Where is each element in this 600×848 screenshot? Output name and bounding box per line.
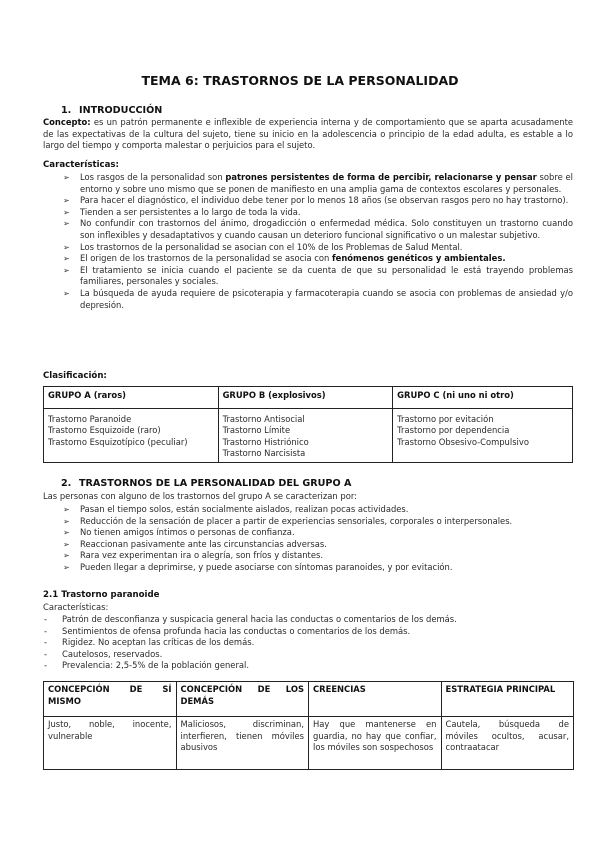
characteristic-item — [43, 253, 573, 265]
strategy-cell: Cautela, búsqueda de móviles ocultos, acusar, contraatacar — [441, 717, 574, 770]
paranoid-trait-text: Cautelosos, reservados. — [62, 648, 163, 659]
group-c-item: Trastorno Obsesivo-Compulsivo — [397, 436, 529, 447]
arrow-bullet-icon: ➢ — [63, 288, 70, 298]
arrow-bullet-icon: ➢ — [63, 219, 70, 229]
group-b-header: GRUPO B (explosivos) — [218, 387, 393, 409]
characteristic-bold-text: patrones persistentes de forma de percibir, relacionarse y pensar — [225, 172, 537, 182]
characteristic-text: Tienden a ser persistentes a lo largo de toda la vida. — [80, 206, 301, 217]
section-2-intro: Las personas con alguno de los trastornos del grupo A se caracterizan por: — [43, 491, 357, 501]
group-b-item: Trastorno Antisocial — [222, 413, 305, 424]
group-a-cell — [44, 408, 219, 462]
paranoid-trait-text: Sentimientos de ofensa profunda hacia las conductas o comentarios de los demás. — [62, 625, 411, 636]
group-a-traits-list — [43, 504, 573, 574]
group-a-trait-text: Reaccionan pasivamente ante las circunstancias adversas. — [80, 538, 327, 549]
characteristic-item — [43, 265, 573, 288]
arrow-bullet-icon: ➢ — [63, 562, 70, 572]
characteristic-text: El tratamiento se inicia cuando el paciente se da cuenta de que su personalidad le está trayendo problemas familiares, personales y sociales. — [80, 264, 573, 287]
section-1-title: INTRODUCCIÓN — [79, 105, 163, 116]
group-c-cell — [393, 408, 573, 462]
classification-table — [43, 386, 573, 463]
beliefs-header: CREENCIAS — [309, 682, 442, 717]
group-a-trait-item — [43, 504, 573, 516]
arrow-bullet-icon: ➢ — [63, 516, 70, 526]
dash-bullet-icon: - — [44, 660, 48, 671]
paranoid-body-row — [44, 717, 574, 770]
arrow-bullet-icon: ➢ — [63, 265, 70, 275]
paranoid-trait-text: Prevalencia: 2,5-5% de la población general. — [62, 660, 250, 671]
group-a-trait-text: Reducción de la sensación de placer a partir de experiencias sensoriales, corporales o interpersonales. — [80, 515, 513, 526]
group-a-trait-item — [43, 527, 573, 539]
arrow-bullet-icon: ➢ — [63, 173, 70, 182]
paranoid-trait-item — [43, 660, 573, 672]
classification-table-wrap — [43, 386, 573, 463]
group-a-trait-item — [43, 516, 573, 528]
paranoid-trait-item — [43, 614, 573, 626]
characteristics-list-wrap — [43, 172, 573, 311]
characteristic-text: La búsqueda de ayuda requiere de psicoterapia y farmacoterapia cuando se asocia con problemas de ansiedad y/o depresión. — [80, 287, 573, 310]
characteristic-bold-text: fenómenos genéticos y ambientales. — [332, 253, 506, 264]
paranoid-trait-item — [43, 649, 573, 661]
group-a-trait-text: Rara vez experimentan ira o alegría, son fríos y distantes. — [80, 550, 324, 561]
group-a-item: Trastorno Esquizoide (raro) — [48, 425, 161, 436]
characteristic-item — [43, 218, 573, 241]
characteristic-item — [43, 288, 573, 311]
arrow-bullet-icon: ➢ — [63, 528, 70, 538]
group-c-item: Trastorno por dependencia — [397, 425, 510, 436]
paranoid-trait-item — [43, 626, 573, 638]
section-2-number: 2. — [61, 478, 72, 489]
group-b-item: Trastorno Histriónico — [222, 436, 309, 447]
page-title: TEMA 6: TRASTORNOS DE LA PERSONALIDAD — [141, 73, 459, 88]
arrow-bullet-icon: ➢ — [63, 539, 70, 549]
others-concept-cell: Maliciosos, discriminan, interfieren, tienen móviles abusivos — [176, 717, 309, 770]
group-b-item: Trastorno Narcisista — [222, 448, 306, 459]
arrow-bullet-icon: ➢ — [63, 207, 70, 217]
group-a-trait-text: Pasan el tiempo solos, están socialmente aislados, realizan pocas actividades. — [80, 504, 409, 514]
group-b-item: Trastorno Límite — [222, 425, 291, 436]
characteristic-item — [43, 172, 573, 195]
characteristic-text: Los rasgos de la personalidad son — [80, 172, 226, 182]
classification-body-row — [44, 408, 573, 462]
dash-bullet-icon: - — [44, 625, 48, 636]
concept-text: es un patrón permanente e inflexible de experiencia interna y de comportamiento que se aparta acusadamente de las expectativas de la cultura del sujeto, tiene su inicio en la adolescencia o principio de la edad adulta, es estable a lo largo del tiempo y comporta malestar o perjuicios para el sujeto. — [43, 117, 573, 151]
paranoid-header-row — [44, 682, 574, 717]
group-a-header: GRUPO A (raros) — [44, 387, 219, 409]
section-2-heading — [43, 477, 573, 490]
paranoid-label: Características: — [43, 602, 109, 612]
beliefs-cell: Hay que mantenerse en guardia, no hay que confiar, los móviles son sospechosos — [309, 717, 442, 770]
group-a-item: Trastorno Esquizotípico (peculiar) — [48, 436, 188, 447]
strategy-header: ESTRATEGIA PRINCIPAL — [441, 682, 574, 717]
group-a-trait-item — [43, 550, 573, 562]
section-2-title: TRASTORNOS DE LA PERSONALIDAD DEL GRUPO A — [79, 478, 352, 489]
group-a-trait-text: Pueden llegar a deprimirse, y puede asociarse con síntomas paranoides, y por evitación. — [80, 561, 453, 572]
paranoid-list-wrap — [43, 614, 573, 672]
characteristic-text: Para hacer el diagnóstico, el individuo debe tener por lo menos 18 años (se observan rasgos pero no hay trastorno). — [80, 195, 569, 206]
characteristic-text-end: sobre el entorno y sobre uno mismo que se ponen de manifiesto en una amplia gama de contextos escolares y personales. — [80, 172, 573, 194]
paranoid-traits-list — [43, 614, 573, 672]
arrow-bullet-icon: ➢ — [63, 242, 70, 252]
group-a-trait-item — [43, 539, 573, 551]
characteristic-text: El origen de los trastornos de la personalidad se asocia con — [80, 253, 332, 264]
paranoid-trait-item — [43, 637, 573, 649]
characteristic-item — [43, 207, 573, 219]
group-b-cell — [218, 408, 393, 462]
paranoid-table — [43, 681, 574, 770]
characteristic-text: No confundir con trastornos del ánimo, drogadicción o enfermedad médica. Solo constituyen un trastorno cuando son inflexibles y desadaptativos y cuando causan un deterioro funcional significativo o un malestar subjetivo. — [80, 218, 573, 240]
group-a-item: Trastorno Paranoide — [48, 413, 132, 424]
dash-bullet-icon: - — [44, 614, 48, 624]
characteristics-list — [43, 172, 573, 311]
group-c-item: Trastorno por evitación — [397, 413, 494, 424]
dash-bullet-icon: - — [44, 637, 48, 648]
group-a-trait-item — [43, 562, 573, 574]
arrow-bullet-icon: ➢ — [63, 254, 70, 264]
paranoid-table-wrap — [43, 681, 574, 770]
group-c-header: GRUPO C (ni uno ni otro) — [393, 387, 573, 409]
dash-bullet-icon: - — [44, 648, 48, 659]
arrow-bullet-icon: ➢ — [63, 196, 70, 206]
paranoid-trait-text: Patrón de desconfianza y suspicacia general hacia las conductas o comentarios de los demás. — [62, 614, 457, 624]
self-concept-header: CONCEPCIÓN DE SÍ MISMO — [44, 682, 177, 717]
paranoid-trait-text: Rigidez. No aceptan las críticas de los demás. — [62, 637, 255, 648]
section-1-heading — [43, 104, 573, 117]
others-concept-header: CONCEPCIÓN DE LOS DEMÁS — [176, 682, 309, 717]
classification-header-row — [44, 387, 573, 409]
group-a-traits-wrap — [43, 504, 573, 574]
characteristic-item — [43, 242, 573, 254]
section-1-number: 1. — [61, 105, 72, 116]
characteristic-item — [43, 195, 573, 207]
concept-label: Concepto: — [43, 117, 91, 127]
characteristics-heading: Características: — [43, 160, 119, 170]
characteristic-text: Los trastornos de la personalidad se asocian con el 10% de los Problemas de Salud Mental. — [80, 241, 463, 252]
paranoid-heading: 2.1 Trastorno paranoide — [43, 590, 160, 600]
arrow-bullet-icon: ➢ — [63, 505, 70, 514]
self-concept-cell: Justo, noble, inocente, vulnerable — [44, 717, 177, 770]
arrow-bullet-icon: ➢ — [63, 551, 70, 561]
group-a-trait-text: No tienen amigos íntimos o personas de confianza. — [80, 527, 295, 538]
classification-heading: Clasificación: — [43, 371, 107, 381]
concept-paragraph — [43, 117, 573, 152]
